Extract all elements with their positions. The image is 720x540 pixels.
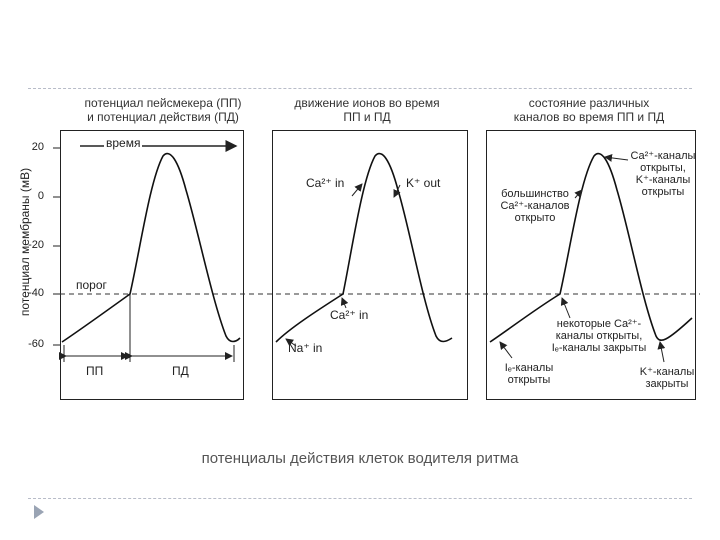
pp-label: ПП: [86, 364, 104, 378]
header-channels-line2: каналов во время ПП и ПД: [513, 110, 665, 124]
figure-caption: потенциалы действия клеток водителя ритма: [201, 450, 519, 467]
header-pacemaker-line1: потенциал пейсмекера (ПП): [84, 96, 242, 110]
ca-k-open-line2: открыты,: [640, 162, 686, 174]
some-open-arrow: [562, 298, 570, 318]
y-tick-minus20: -20: [28, 239, 44, 251]
y-tick-20: 20: [31, 141, 44, 153]
ca-k-open-line3: K⁺-каналы: [635, 174, 691, 186]
k-closed-line2: закрыты: [645, 378, 689, 390]
slide-bullet-icon: [34, 505, 44, 519]
most-open-label: [490, 188, 580, 224]
pd-label: ПД: [172, 364, 189, 378]
header-ions-line2: ПП и ПД: [343, 110, 391, 124]
header-ions-line1: движение ионов во время: [294, 96, 440, 110]
ca-in-top-arrow: [352, 184, 362, 196]
some-open-label: [544, 318, 654, 354]
k-out-label: K⁺ out: [406, 176, 441, 190]
action-potential-curve-1: [62, 154, 240, 342]
y-tick-0: 0: [37, 190, 44, 202]
y-tick-minus40: -40: [28, 287, 44, 299]
most-open-line2: Ca²⁺-каналов: [500, 200, 570, 212]
if-open-line2: открыты: [507, 374, 551, 386]
most-open-line1: большинство: [501, 188, 569, 200]
most-open-line3: открыто: [514, 212, 556, 224]
ca-in-mid-arrow: [342, 298, 346, 308]
if-open-label: [494, 362, 564, 386]
time-label: время: [106, 136, 141, 150]
header-pacemaker-line2: и потенциал действия (ПД): [87, 110, 239, 124]
some-open-line1: некоторые Ca²⁺-: [556, 318, 642, 330]
some-open-line2: каналы открыты,: [555, 330, 643, 342]
threshold-label: порог: [76, 278, 107, 292]
y-axis-label: потенциал мембраны (мВ): [18, 167, 32, 317]
ca-in-top-label: Ca²⁺ in: [306, 176, 345, 190]
ca-k-open-line4: открыты: [641, 186, 685, 198]
k-closed-line1: K⁺-каналы: [639, 366, 695, 378]
na-in-label: Na⁺ in: [288, 341, 323, 355]
if-open-arrow: [500, 342, 512, 358]
pp-pd-brackets: [64, 294, 234, 362]
k-closed-arrow: [660, 342, 664, 362]
y-tick-minus60: -60: [28, 338, 44, 350]
if-open-line1: Iₑ-каналы: [504, 362, 554, 374]
ca-in-mid-label: Ca²⁺ in: [330, 308, 369, 322]
ca-k-open-label: [618, 150, 708, 198]
some-open-line3: Iₑ-каналы закрыты: [551, 342, 647, 354]
y-axis-ticks: [53, 148, 60, 345]
k-closed-label: [632, 366, 702, 390]
ca-k-open-line1: Ca²⁺-каналы: [630, 150, 696, 162]
header-channels-line1: состояние различных: [528, 96, 650, 110]
